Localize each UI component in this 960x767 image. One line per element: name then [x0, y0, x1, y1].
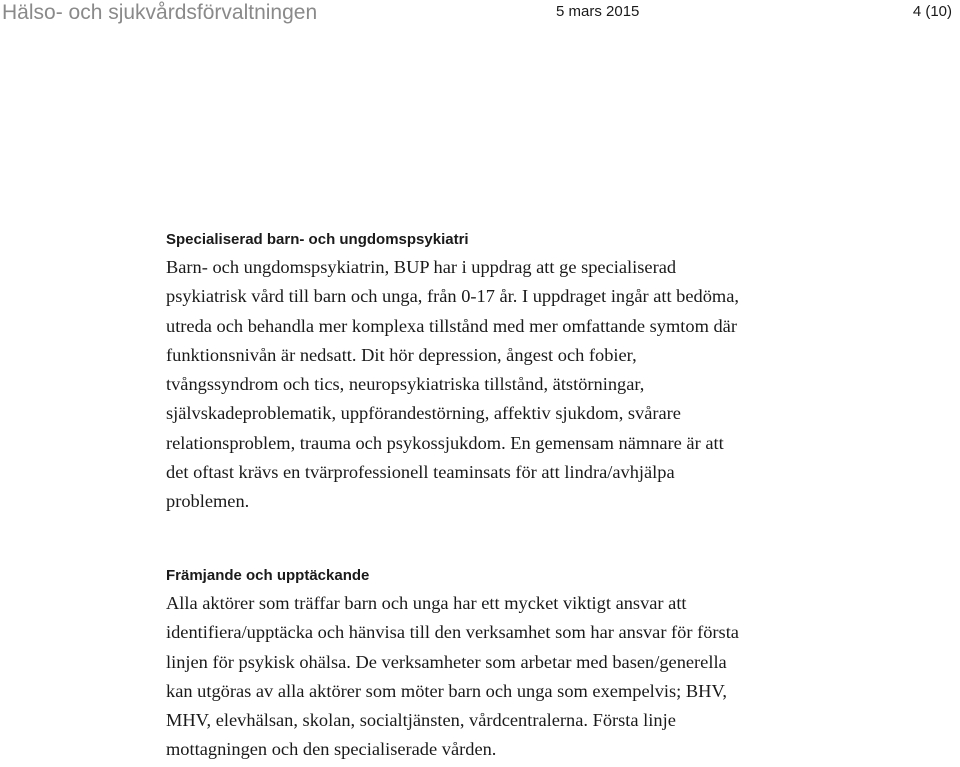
paragraph-line: relationsproblem, trauma och psykossjukdom. En gemensam nämnare är att — [166, 432, 724, 453]
paragraph-line: självskadeproblematik, uppförandestörning, affektiv sjukdom, svårare — [166, 403, 681, 424]
page-header — [0, 0, 960, 26]
section-heading: Främjande och upptäckande — [166, 567, 370, 584]
section-specialiserad-bup — [166, 230, 866, 517]
paragraph-line: funktionsnivån är nedsatt. Dit hör depression, ångest och fobier, — [166, 344, 637, 365]
paragraph-line: det oftast krävs en tvärprofessionell teaminsats för att lindra/avhjälpa — [166, 462, 675, 483]
paragraph-line: MHV, elevhälsan, skolan, socialtjänsten, vårdcentralerna. Första linje — [166, 710, 676, 731]
paragraph-line: kan utgöras av alla aktörer som möter barn och unga som exempelvis; BHV, — [166, 680, 727, 701]
paragraph-line: problemen. — [166, 491, 250, 512]
paragraph-line: Alla aktörer som träffar barn och unga har ett mycket viktigt ansvar att — [166, 593, 687, 613]
paragraph-line: Barn- och ungdomspsykiatrin, BUP har i uppdrag att ge specialiserad — [166, 257, 677, 277]
header-page-number: 4 (10) — [912, 3, 952, 20]
paragraph-line: identifiera/upptäcka och hänvisa till den verksamhet som har ansvar för första — [166, 622, 739, 643]
section-framjande-upptackande — [166, 566, 866, 765]
paragraph-line: tvångssyndrom och tics, neuropsykiatriska tillstånd, ätstörningar, — [166, 374, 645, 395]
header-organization: Hälso- och sjukvårdsförvaltningen — [2, 1, 318, 24]
paragraph-line: mottagningen och den specialiserade vården. — [166, 739, 497, 760]
paragraph-line: linjen för psykisk ohälsa. De verksamheter som arbetar med basen/generella — [166, 651, 727, 672]
paragraph-line: psykiatrisk vård till barn och unga, från 0-17 år. I uppdraget ingår att bedöma, — [166, 286, 740, 307]
header-date: 5 mars 2015 — [556, 3, 640, 20]
paragraph-line: utreda och behandla mer komplexa tillstånd med mer omfattande symtom där — [166, 315, 737, 336]
section-heading: Specialiserad barn- och ungdomspsykiatri — [166, 231, 469, 248]
